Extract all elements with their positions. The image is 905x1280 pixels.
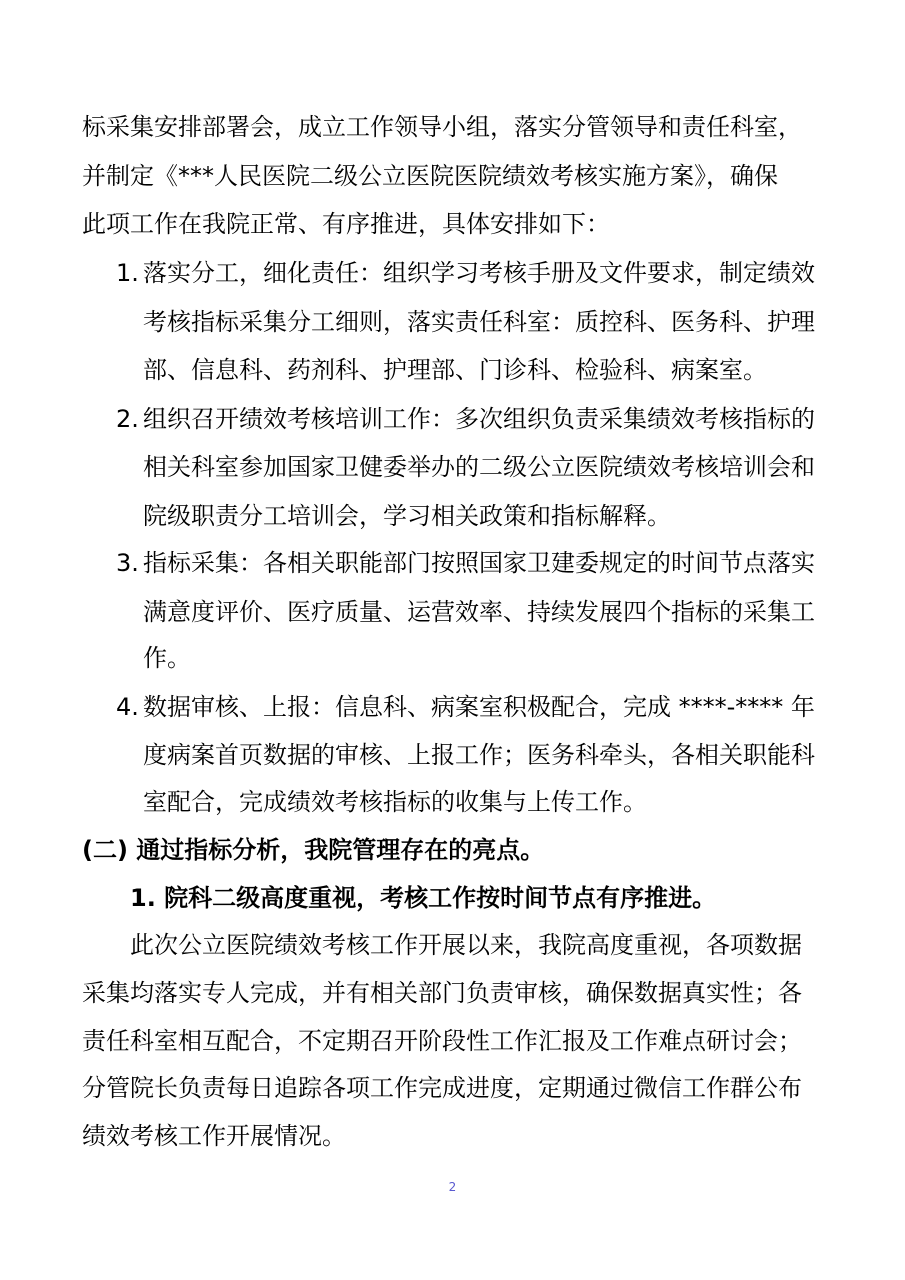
list-item-number: 2. — [116, 405, 139, 433]
list-item-line: 作。 — [143, 644, 191, 672]
intro-line-2: 并制定《***人民医院二级公立医院医院绩效考核实施方案》，确保 — [82, 162, 778, 190]
list-item-line: 数据审核、上报：信息科、病案室积极配合，完成 ****-**** 年 — [143, 693, 815, 721]
list-item-line: 室配合，完成绩效考核指标的收集与上传工作。 — [143, 788, 647, 816]
body-line-3: 责任科室相互配合，不定期召开阶段性工作汇报及工作难点研讨会； — [82, 1027, 802, 1055]
intro-line-3: 此项工作在我院正常、有序推进，具体安排如下： — [82, 210, 610, 238]
intro-line-1: 标采集安排部署会，成立工作领导小组，落实分管领导和责任科室， — [82, 113, 802, 141]
list-item-number: 1. — [116, 259, 139, 287]
list-item-line: 指标采集：各相关职能部门按照国家卫建委规定的时间节点落实 — [143, 549, 815, 577]
body-line-2: 采集均落实专人完成，并有相关部门负责审核，确保数据真实性；各 — [82, 979, 802, 1007]
list-item-line: 相关科室参加国家卫健委举办的二级公立医院绩效考核培训会和 — [143, 453, 815, 481]
body-line-4: 分管院长负责每日追踪各项工作完成进度，定期通过微信工作群公布 — [82, 1074, 802, 1102]
list-item-line: 考核指标采集分工细则，落实责任科室：质控科、医务科、护理 — [143, 308, 815, 336]
list-item-line: 落实分工，细化责任：组织学习考核手册及文件要求，制定绩效 — [143, 259, 815, 287]
section-heading: (二) 通过指标分析，我院管理存在的亮点。 — [82, 836, 545, 864]
body-line-1: 此次公立医院绩效考核工作开展以来，我院高度重视，各项数据 — [130, 931, 802, 959]
list-item-line: 院级职责分工培训会，学习相关政策和指标解释。 — [143, 502, 671, 530]
list-item-line: 组织召开绩效考核培训工作：多次组织负责采集绩效考核指标的 — [143, 405, 815, 433]
page-number: 2 — [448, 1180, 457, 1194]
list-item-number: 3. — [116, 549, 139, 577]
body-line-5: 绩效考核工作开展情况。 — [82, 1122, 346, 1150]
list-item-number: 4. — [116, 693, 139, 721]
list-item-line: 满意度评价、医疗质量、运营效率、持续发展四个指标的采集工 — [143, 598, 815, 626]
list-item-line: 度病案首页数据的审核、上报工作；医务科牵头，各相关职能科 — [143, 741, 815, 769]
sub-heading: 1. 院科二级高度重视，考核工作按时间节点有序推进。 — [130, 884, 717, 912]
list-item-line: 部、信息科、药剂科、护理部、门诊科、检验科、病案室。 — [143, 356, 767, 384]
